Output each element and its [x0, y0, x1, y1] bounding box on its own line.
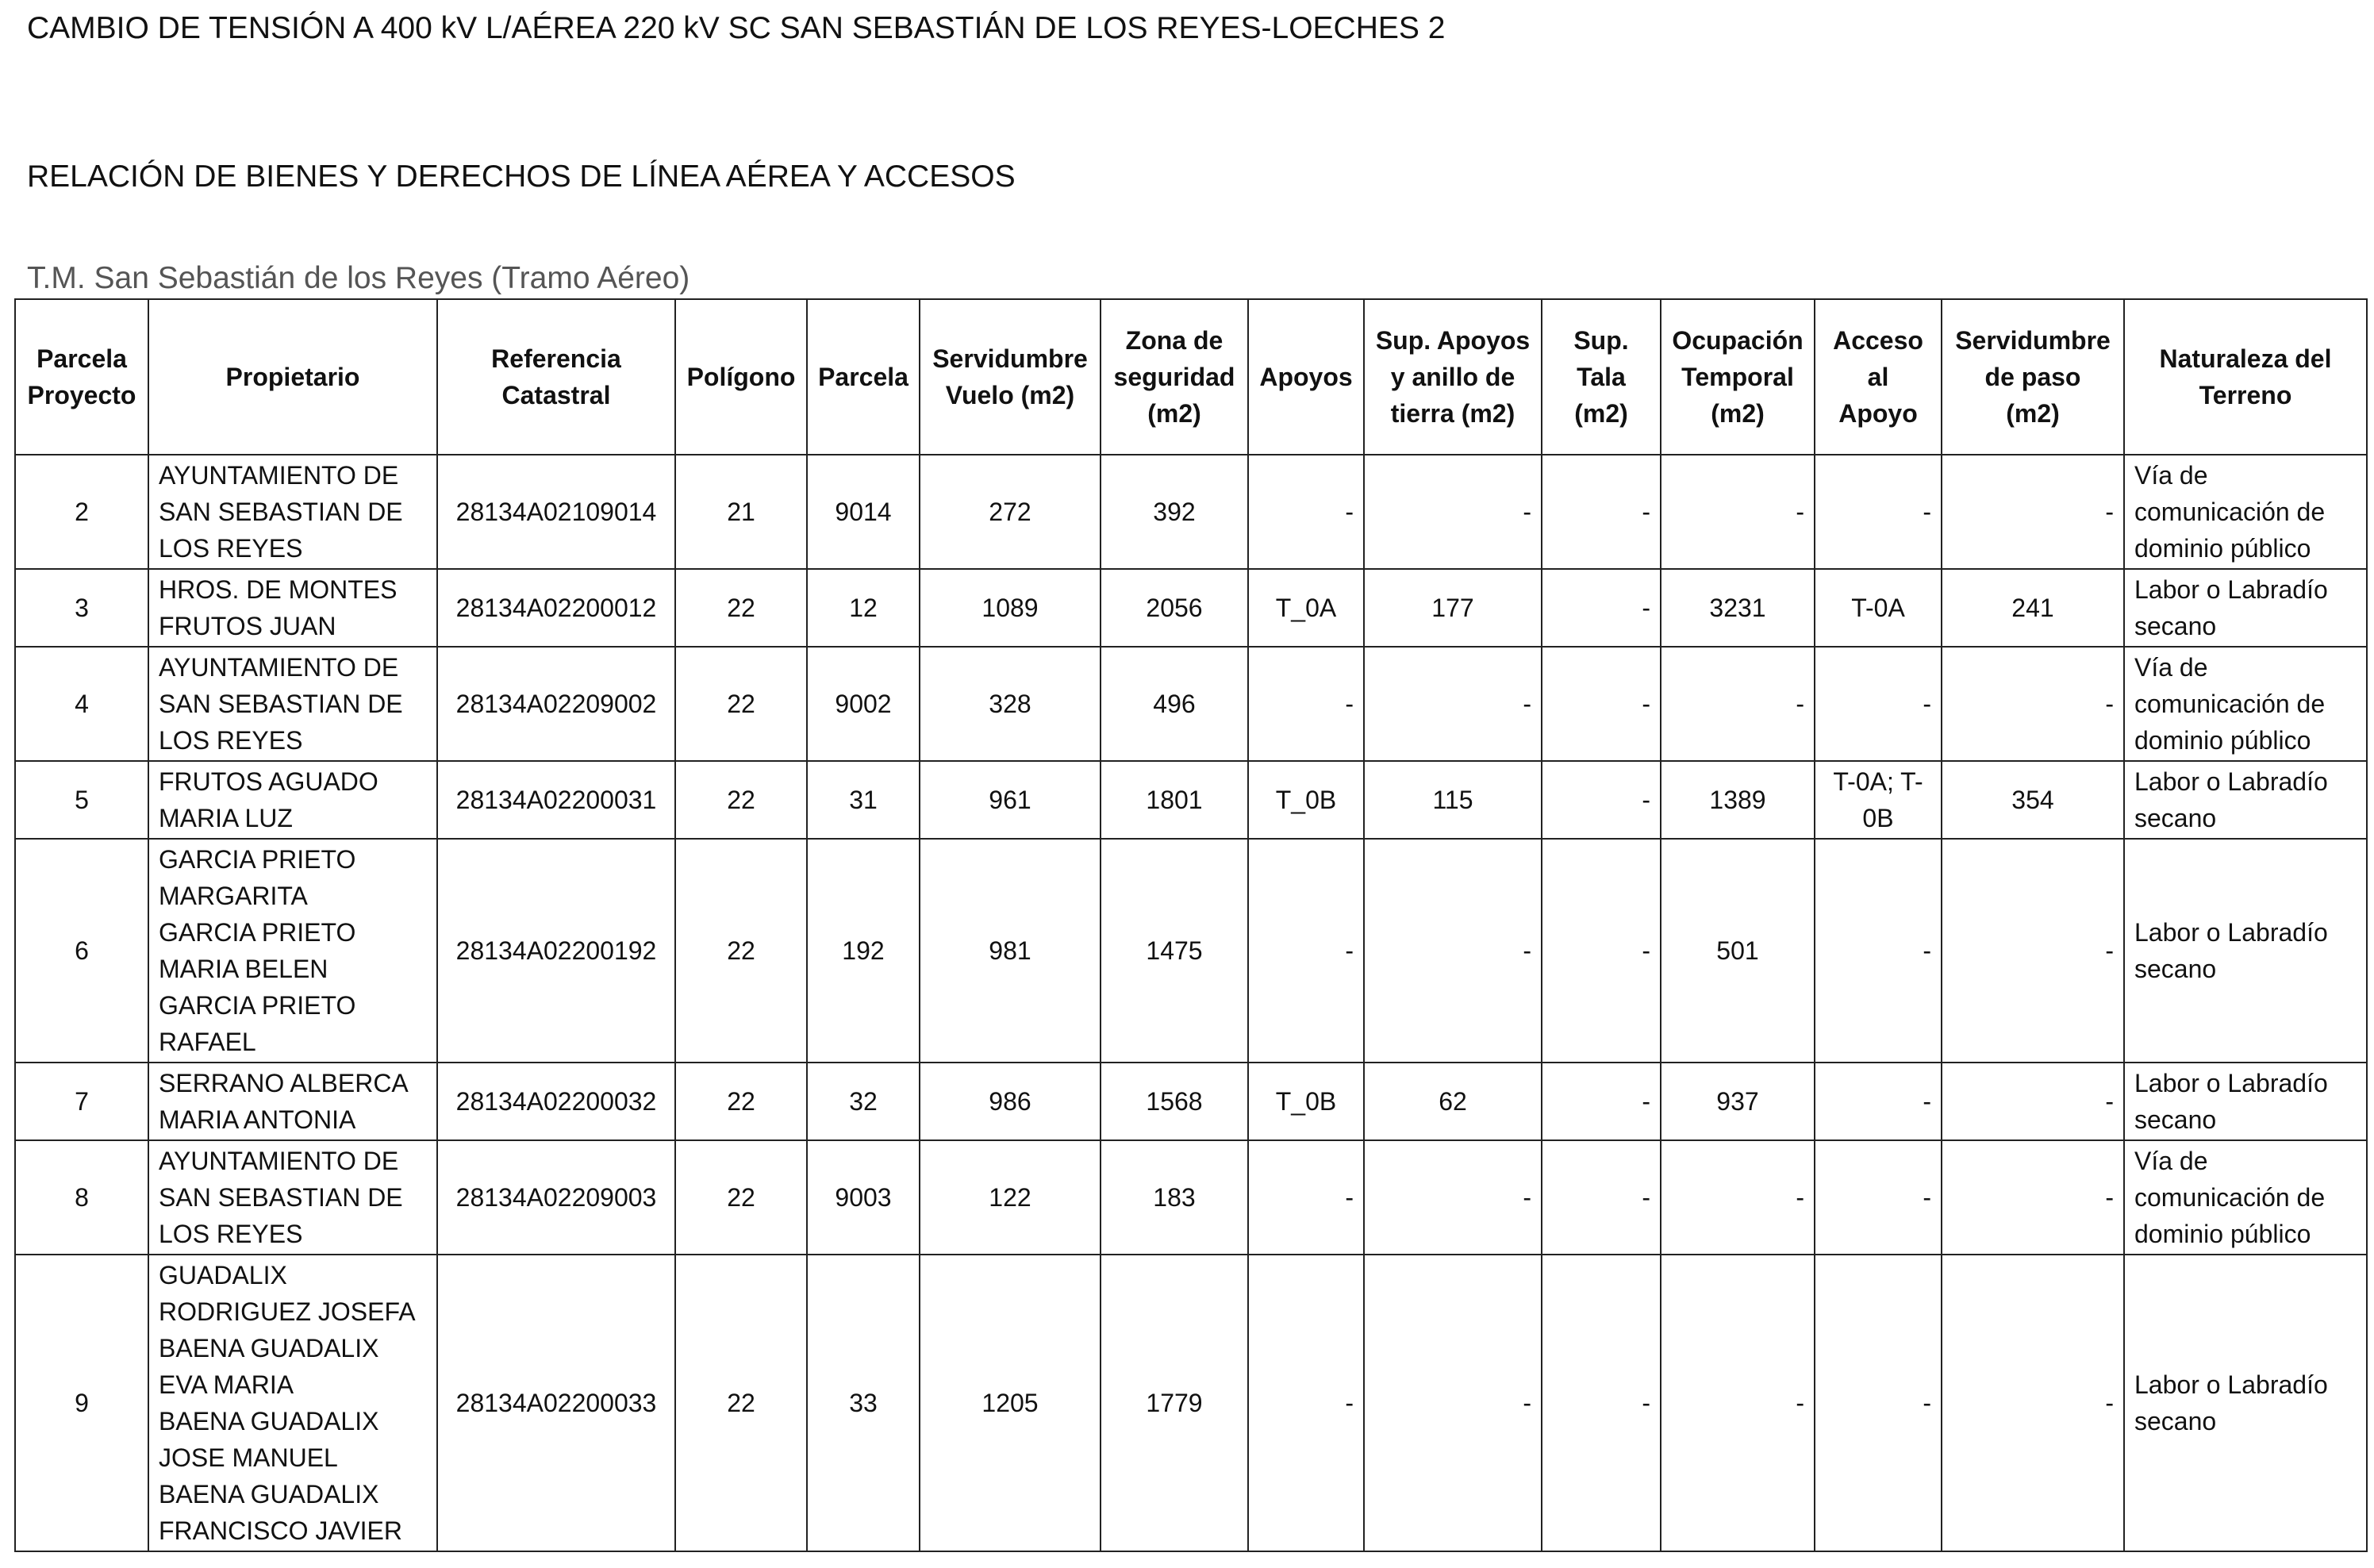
cell-referencia-catastral: 28134A02200031 [437, 761, 675, 839]
cell-acceso-apoyo: - [1815, 1255, 1942, 1551]
cell-zona-seguridad: 392 [1101, 455, 1248, 569]
cell-ocupacion-temporal: 501 [1661, 839, 1815, 1063]
cell-servidumbre-paso: - [1942, 647, 2124, 761]
cell-parcela: 31 [807, 761, 920, 839]
cell-sup-tala: - [1542, 569, 1661, 647]
header-servidumbre-paso: Servidumbre de paso (m2) [1942, 299, 2124, 455]
header-propietario: Propietario [148, 299, 437, 455]
header-poligono: Polígono [675, 299, 807, 455]
header-sup-apoyos: Sup. Apoyos y anillo de tierra (m2) [1364, 299, 1542, 455]
cell-zona-seguridad: 183 [1101, 1140, 1248, 1255]
header-parcela: Parcela [807, 299, 920, 455]
cell-servidumbre-vuelo: 122 [920, 1140, 1101, 1255]
header-referencia-catastral: Referencia Catastral [437, 299, 675, 455]
cell-poligono: 22 [675, 839, 807, 1063]
cell-acceso-apoyo: - [1815, 455, 1942, 569]
cell-parcela-proyecto: 4 [15, 647, 148, 761]
document-title: CAMBIO DE TENSIÓN A 400 kV L/AÉREA 220 kV SC SAN SEBASTIÁN DE LOS REYES-LOECHES 2 [27, 11, 1446, 45]
cell-acceso-apoyo: T-0A [1815, 569, 1942, 647]
table-body [15, 455, 2367, 1551]
cell-poligono: 22 [675, 647, 807, 761]
cell-naturaleza: Vía de comunicación de dominio público [2124, 455, 2367, 569]
cell-ocupacion-temporal: - [1661, 1140, 1815, 1255]
table-row [15, 455, 2367, 569]
cell-apoyos: - [1248, 1255, 1364, 1551]
cell-sup-apoyos: 115 [1364, 761, 1542, 839]
cell-sup-tala: - [1542, 455, 1661, 569]
cell-apoyos: - [1248, 1140, 1364, 1255]
cell-propietario: GARCIA PRIETO MARGARITA GARCIA PRIETO MARIA BELEN GARCIA PRIETO RAFAEL [148, 839, 437, 1063]
cell-zona-seguridad: 496 [1101, 647, 1248, 761]
cell-ocupacion-temporal: 937 [1661, 1063, 1815, 1140]
cell-propietario: HROS. DE MONTES FRUTOS JUAN [148, 569, 437, 647]
cell-servidumbre-paso: - [1942, 1255, 2124, 1551]
cell-parcela-proyecto: 7 [15, 1063, 148, 1140]
cell-apoyos: - [1248, 455, 1364, 569]
cell-servidumbre-paso: - [1942, 455, 2124, 569]
cell-parcela: 12 [807, 569, 920, 647]
cell-servidumbre-vuelo: 981 [920, 839, 1101, 1063]
cell-parcela: 192 [807, 839, 920, 1063]
cell-zona-seguridad: 1801 [1101, 761, 1248, 839]
cell-servidumbre-paso: 241 [1942, 569, 2124, 647]
cell-parcela: 32 [807, 1063, 920, 1140]
cell-zona-seguridad: 1568 [1101, 1063, 1248, 1140]
cell-servidumbre-paso: - [1942, 1140, 2124, 1255]
cell-acceso-apoyo: - [1815, 647, 1942, 761]
cell-apoyos: - [1248, 647, 1364, 761]
cell-sup-apoyos: 62 [1364, 1063, 1542, 1140]
cell-sup-apoyos: - [1364, 647, 1542, 761]
cell-propietario: FRUTOS AGUADO MARIA LUZ [148, 761, 437, 839]
cell-apoyos: T_0B [1248, 761, 1364, 839]
cell-servidumbre-vuelo: 986 [920, 1063, 1101, 1140]
cell-zona-seguridad: 2056 [1101, 569, 1248, 647]
header-row [15, 299, 2367, 455]
cell-acceso-apoyo: T-0A; T- 0B [1815, 761, 1942, 839]
property-rights-table [14, 298, 2368, 1552]
cell-sup-tala: - [1542, 1063, 1661, 1140]
cell-ocupacion-temporal: 1389 [1661, 761, 1815, 839]
table-row [15, 839, 2367, 1063]
cell-parcela: 33 [807, 1255, 920, 1551]
cell-propietario: AYUNTAMIENTO DE SAN SEBASTIAN DE LOS REYES [148, 647, 437, 761]
cell-parcela-proyecto: 6 [15, 839, 148, 1063]
header-ocupacion-temporal: Ocupación Temporal (m2) [1661, 299, 1815, 455]
cell-sup-tala: - [1542, 1255, 1661, 1551]
section-title: RELACIÓN DE BIENES Y DERECHOS DE LÍNEA AÉREA Y ACCESOS [27, 159, 1016, 194]
cell-sup-apoyos: - [1364, 839, 1542, 1063]
cell-sup-apoyos: - [1364, 455, 1542, 569]
cell-acceso-apoyo: - [1815, 839, 1942, 1063]
cell-propietario: SERRANO ALBERCA MARIA ANTONIA [148, 1063, 437, 1140]
header-apoyos: Apoyos [1248, 299, 1364, 455]
cell-sup-apoyos: - [1364, 1255, 1542, 1551]
cell-propietario: AYUNTAMIENTO DE SAN SEBASTIAN DE LOS REYES [148, 1140, 437, 1255]
cell-parcela-proyecto: 8 [15, 1140, 148, 1255]
cell-naturaleza: Vía de comunicación de dominio público [2124, 1140, 2367, 1255]
cell-servidumbre-vuelo: 961 [920, 761, 1101, 839]
cell-naturaleza: Labor o Labradío secano [2124, 839, 2367, 1063]
cell-referencia-catastral: 28134A02200012 [437, 569, 675, 647]
cell-parcela-proyecto: 9 [15, 1255, 148, 1551]
cell-naturaleza: Vía de comunicación de dominio público [2124, 647, 2367, 761]
cell-naturaleza: Labor o Labradío secano [2124, 569, 2367, 647]
cell-acceso-apoyo: - [1815, 1140, 1942, 1255]
cell-ocupacion-temporal: - [1661, 455, 1815, 569]
cell-ocupacion-temporal: - [1661, 1255, 1815, 1551]
cell-servidumbre-vuelo: 272 [920, 455, 1101, 569]
table-header [15, 299, 2367, 455]
cell-sup-tala: - [1542, 839, 1661, 1063]
cell-servidumbre-paso: 354 [1942, 761, 2124, 839]
cell-servidumbre-paso: - [1942, 839, 2124, 1063]
cell-sup-apoyos: - [1364, 1140, 1542, 1255]
cell-ocupacion-temporal: 3231 [1661, 569, 1815, 647]
cell-zona-seguridad: 1475 [1101, 839, 1248, 1063]
cell-apoyos: T_0A [1248, 569, 1364, 647]
cell-poligono: 22 [675, 761, 807, 839]
cell-poligono: 22 [675, 1140, 807, 1255]
cell-servidumbre-vuelo: 1205 [920, 1255, 1101, 1551]
cell-referencia-catastral: 28134A02200033 [437, 1255, 675, 1551]
cell-referencia-catastral: 28134A02209002 [437, 647, 675, 761]
table-row [15, 1255, 2367, 1551]
cell-propietario: GUADALIX RODRIGUEZ JOSEFA BAENA GUADALIX EVA MARIA BAENA GUADALIX JOSE MANUEL BAENA GUADALIX FRANCISCO JAVIER [148, 1255, 437, 1551]
cell-ocupacion-temporal: - [1661, 647, 1815, 761]
cell-parcela: 9003 [807, 1140, 920, 1255]
header-zona-seguridad: Zona de seguridad (m2) [1101, 299, 1248, 455]
cell-parcela: 9014 [807, 455, 920, 569]
cell-poligono: 22 [675, 1255, 807, 1551]
cell-sup-tala: - [1542, 1140, 1661, 1255]
cell-naturaleza: Labor o Labradío secano [2124, 761, 2367, 839]
header-parcela-proyecto: Parcela Proyecto [15, 299, 148, 455]
cell-zona-seguridad: 1779 [1101, 1255, 1248, 1551]
table-row [15, 569, 2367, 647]
cell-referencia-catastral: 28134A02209003 [437, 1140, 675, 1255]
table-row [15, 761, 2367, 839]
table-row [15, 1140, 2367, 1255]
cell-naturaleza: Labor o Labradío secano [2124, 1063, 2367, 1140]
cell-referencia-catastral: 28134A02109014 [437, 455, 675, 569]
cell-parcela-proyecto: 5 [15, 761, 148, 839]
table-row [15, 1063, 2367, 1140]
cell-sup-tala: - [1542, 647, 1661, 761]
cell-apoyos: - [1248, 839, 1364, 1063]
cell-sup-tala: - [1542, 761, 1661, 839]
table-row [15, 647, 2367, 761]
header-servidumbre-vuelo: Servidumbre Vuelo (m2) [920, 299, 1101, 455]
cell-parcela-proyecto: 2 [15, 455, 148, 569]
cell-poligono: 22 [675, 569, 807, 647]
cell-servidumbre-vuelo: 1089 [920, 569, 1101, 647]
cell-apoyos: T_0B [1248, 1063, 1364, 1140]
cell-referencia-catastral: 28134A02200192 [437, 839, 675, 1063]
cell-parcela-proyecto: 3 [15, 569, 148, 647]
municipality-label: T.M. San Sebastián de los Reyes (Tramo Aéreo) [27, 261, 690, 295]
cell-propietario: AYUNTAMIENTO DE SAN SEBASTIAN DE LOS REYES [148, 455, 437, 569]
cell-parcela: 9002 [807, 647, 920, 761]
cell-acceso-apoyo: - [1815, 1063, 1942, 1140]
header-sup-tala: Sup. Tala (m2) [1542, 299, 1661, 455]
cell-servidumbre-paso: - [1942, 1063, 2124, 1140]
cell-referencia-catastral: 28134A02200032 [437, 1063, 675, 1140]
header-acceso-apoyo: Acceso al Apoyo [1815, 299, 1942, 455]
cell-servidumbre-vuelo: 328 [920, 647, 1101, 761]
cell-poligono: 21 [675, 455, 807, 569]
cell-sup-apoyos: 177 [1364, 569, 1542, 647]
header-naturaleza: Naturaleza del Terreno [2124, 299, 2367, 455]
cell-poligono: 22 [675, 1063, 807, 1140]
cell-naturaleza: Labor o Labradío secano [2124, 1255, 2367, 1551]
